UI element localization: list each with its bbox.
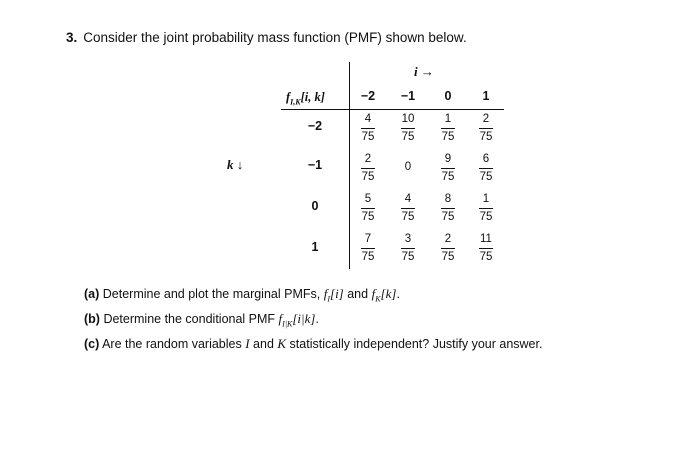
pmf-cell-zero: 0 <box>404 161 412 173</box>
problem-number: 3. <box>66 30 78 45</box>
marginal-k-symbol: $f_K[k]$ <box>371 286 397 304</box>
pmf-cell: 1 75 <box>441 113 455 143</box>
pmf-cell: 8 75 <box>441 193 455 223</box>
pmf-cell: 10 75 <box>401 113 415 143</box>
pmf-symbol-label: $f_{I,K}[i$, k] <box>286 90 325 107</box>
pmf-cell: 1 75 <box>479 193 493 223</box>
pmf-cell: 11 75 <box>479 233 493 263</box>
pmf-cell: 9 75 <box>441 153 455 183</box>
row-header-k: −2 <box>307 119 323 133</box>
pmf-cell: 5 75 <box>361 193 375 223</box>
part-c: (c) Are the random variables I and K statistically independent? Justify your answer. <box>84 336 543 352</box>
row-header-k: 0 <box>311 199 319 213</box>
column-header-i: 1 <box>482 89 490 103</box>
part-b: (b) Determine the conditional PMF $f_{I|K}[i|k]$. <box>84 311 319 329</box>
i-axis-label: i → <box>414 64 434 79</box>
pmf-cell: 6 75 <box>479 153 493 183</box>
variable-i: I <box>245 336 250 352</box>
pmf-cell: 2 75 <box>479 113 493 143</box>
variable-k: K <box>277 336 287 352</box>
marginal-i-symbol: $f_I[i]$ <box>323 286 344 304</box>
k-axis-label: k ↓ <box>227 157 244 172</box>
pmf-cell: 2 75 <box>441 233 455 263</box>
pmf-cell: 3 75 <box>401 233 415 263</box>
pmf-cell: 7 75 <box>361 233 375 263</box>
column-header-i: 0 <box>444 89 452 103</box>
column-header-i: −2 <box>360 89 376 103</box>
table-horizontal-rule <box>281 109 504 110</box>
question-parts <box>84 284 542 355</box>
problem-statement: Consider the joint probability mass function (PMF) shown below. <box>83 30 467 45</box>
table-vertical-rule <box>349 62 350 269</box>
pmf-cell: 2 75 <box>361 153 375 183</box>
part-a: (a) Determine and plot the marginal PMFs, $f_I[i]$ and $f_K[k]$. <box>84 286 400 304</box>
row-header-k: −1 <box>307 158 323 172</box>
pmf-cell: 4 75 <box>401 193 415 223</box>
pmf-cell: 4 75 <box>361 113 375 143</box>
column-header-i: −1 <box>400 89 416 103</box>
conditional-pmf-symbol: $f_{I|K}[i|k]$ <box>278 311 316 329</box>
row-header-k: 1 <box>311 240 319 254</box>
